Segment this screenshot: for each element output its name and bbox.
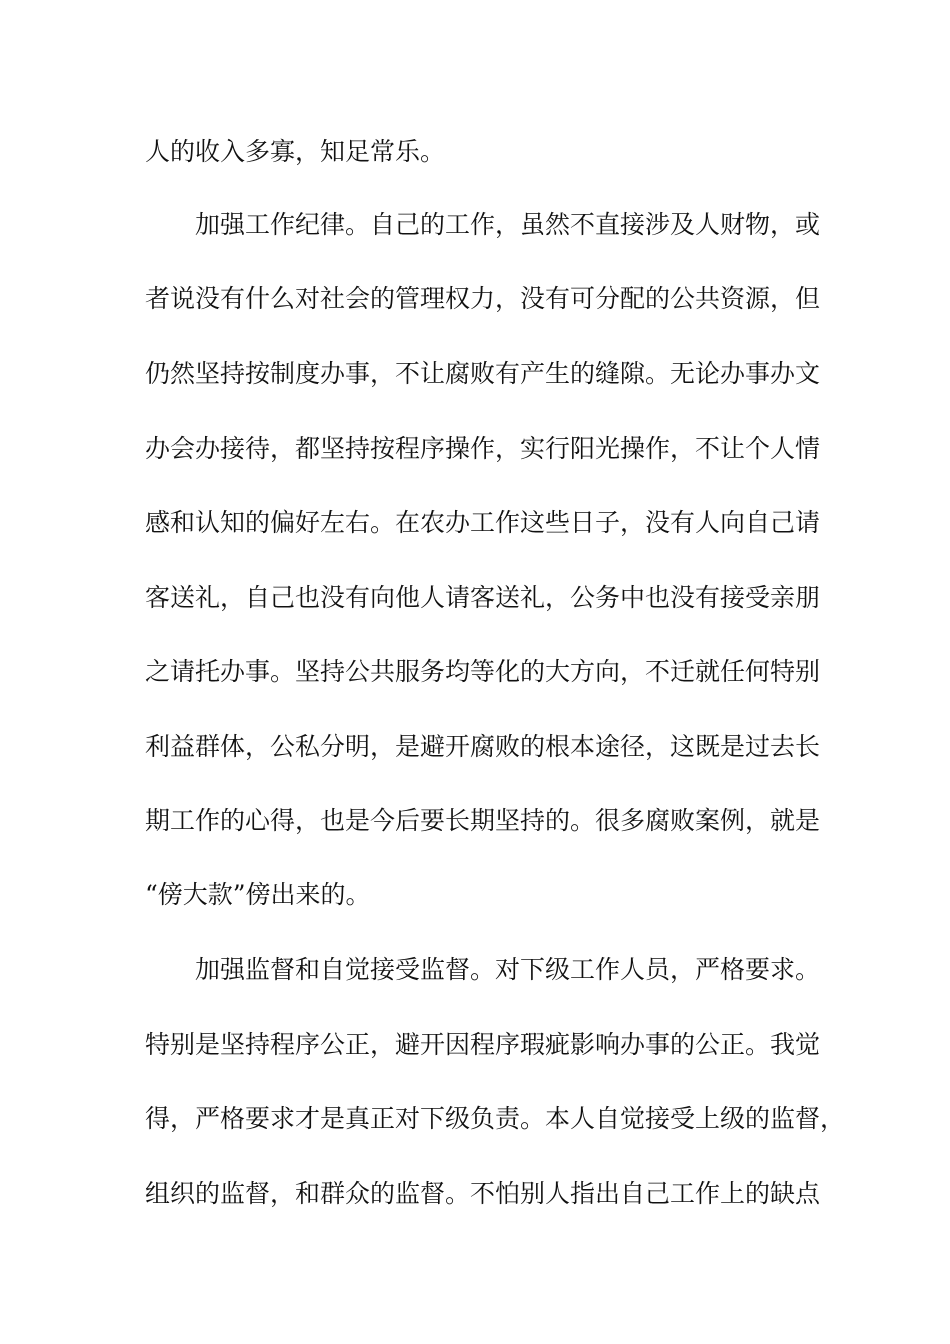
text-line: 组织的监督，和群众的监督。不怕别人指出自己工作上的缺点 [145,1179,821,1208]
text-line: 仍然坚持按制度办事，不让腐败有产生的缝隙。无论办事办文 [145,359,821,388]
text-line: 特别是坚持程序公正，避开因程序瑕疵影响办事的公正。我觉 [145,1030,821,1059]
text-line: 得，严格要求才是真正对下级负责。本人自觉接受上级的监督， [145,1104,846,1133]
text-line: 人的收入多寡，知足常乐。 [145,137,446,166]
text-line: 客送礼，自己也没有向他人请客送礼，公务中也没有接受亲朋 [145,583,821,612]
text-line: 感和认知的偏好左右。在农办工作这些日子，没有人向自己请 [145,508,821,537]
text-line: 者说没有什么对社会的管理权力，没有可分配的公共资源，但 [145,284,821,313]
text-line: 办会办接待，都坚持按程序操作，实行阳光操作，不让个人情 [145,434,821,463]
text-line: “傍大款”傍出来的。 [145,880,371,909]
text-line: 利益群体，公私分明，是避开腐败的根本途径，这既是过去长 [145,732,821,761]
text-line: 期工作的心得，也是今后要长期坚持的。很多腐败案例，就是 [145,806,821,835]
paragraph-start-line: 加强监督和自觉接受监督。对下级工作人员，严格要求。 [195,955,821,984]
paragraph-start-line: 加强工作纪律。自己的工作，虽然不直接涉及人财物，或 [195,210,821,239]
text-line: 之请托办事。坚持公共服务均等化的大方向，不迁就任何特别 [145,657,821,686]
